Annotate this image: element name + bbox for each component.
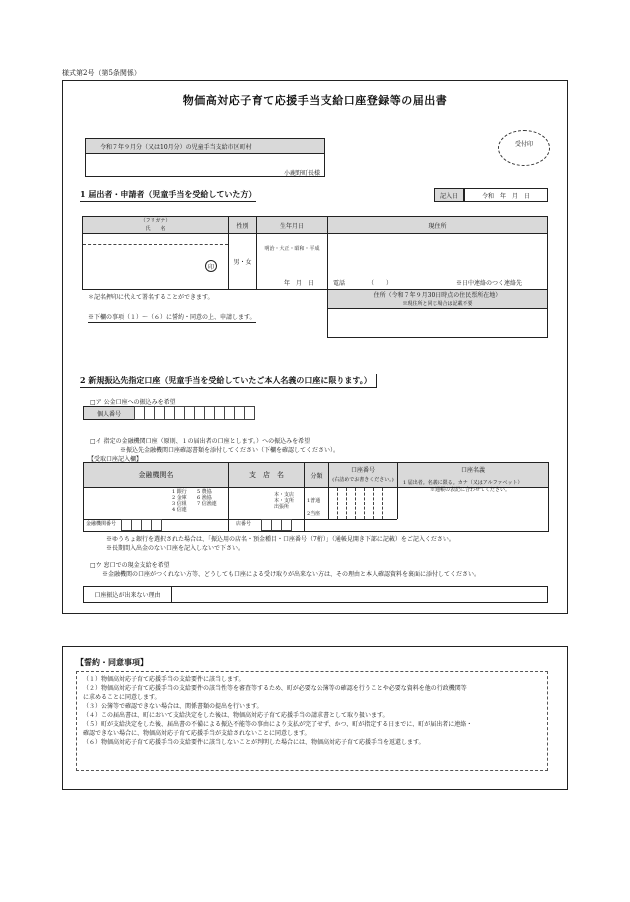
pledge-items [76, 671, 548, 771]
individual-number-boxes[interactable] [135, 406, 255, 420]
col-bank-name: 金融機関名 [138, 471, 174, 479]
holder-note-1: 1 届出者。名義に限る。カナ（又はアルファベット） [403, 480, 523, 486]
birthdate-label: 生年月日 [279, 222, 304, 230]
prior-address-input[interactable] [327, 308, 548, 338]
daytime-contact-note: ※日中連絡のつく連絡先 [456, 280, 523, 287]
pledge-item-2-cont: に求めることに同意します。 [83, 694, 161, 701]
branch-code-boxes[interactable] [262, 519, 292, 531]
bank-code-label: 金融機関番号 [86, 521, 117, 527]
option-i-checkbox[interactable]: □イ 指定の金融機関口座（原則、１の届出者の口座とします。）への振込みを希望 [90, 438, 311, 445]
phone-input[interactable]: （ ） [368, 280, 393, 287]
prior-address-label: 住所（令和７年９月30日時点の住民票所在地） [373, 292, 502, 299]
option-i-note: ※振込先金融機関口座確認書類を添付してください（下欄を確認してください）。 [120, 447, 340, 454]
furigana-input[interactable] [83, 234, 228, 244]
phone-label: 電話 [333, 280, 346, 287]
option-a-checkbox[interactable]: □ア 公金口座への振込みを希望 [90, 399, 176, 406]
pledge-item-4: （４）この届出書は、町において支給決定をした後は、物価高対応子育て応援手当の請求書として取り扱います。 [83, 712, 389, 719]
reason-label: 口座振込が出来ない理由 [83, 586, 172, 603]
name-label: 氏 名 [145, 226, 166, 232]
pledge-title: 【誓約・同意事項】 [76, 657, 148, 667]
era-options[interactable]: 明治・大正・昭和・平成 [264, 246, 320, 252]
branch-code-label: 店番号 [236, 521, 252, 527]
municipality-header: 令和７年９月分（又は10月分）の児童手当支給市区町村 [85, 138, 325, 154]
address-input[interactable] [328, 234, 547, 274]
individual-number-label: 個人番号 [83, 406, 135, 420]
seal-mark: 印 [205, 260, 217, 272]
entry-date-field[interactable]: 令和 年 月 日 [464, 188, 548, 202]
signature-note: ＊記名押印に代えて署名することができます。 [88, 294, 214, 301]
address-label: 現住所 [428, 222, 447, 230]
pledge-item-5-cont: 確認できない場合に、物価高対応子育て応援手当が支給されないことに同意します。 [83, 730, 311, 737]
col-account-holder: 口座名義 [460, 466, 485, 474]
col-branch-name: 支 店 名 [249, 471, 284, 479]
same-address-note: ※現住所と同じ場合は記載不要 [402, 300, 473, 307]
reason-input[interactable] [171, 586, 548, 603]
section1-title: 1 届出者・申請者（児童手当を受給していた方） [80, 189, 256, 202]
bank-type-options-1[interactable]: 1 銀行 2 金庫 3 信組 4 信連 [172, 489, 187, 513]
form-title: 物価高対応子育て応援手当支給口座登録等の届出書 [182, 94, 448, 107]
mayor-name: 小鹿野町長様 [283, 170, 320, 177]
municipality-box [85, 153, 325, 177]
bank-type-options-2[interactable]: 5 農協 6 漁協 7 信漁連 [197, 489, 217, 507]
option-u-checkbox[interactable]: □ウ 窓口での現金支給を希望 [90, 562, 170, 569]
pledge-item-5: （５）町が支給決定をした後、届出書の不備による振込不能等の事由により支払が完了せず、かつ、町が指定する日までに、町が届出者に連絡・ [83, 721, 473, 728]
entry-date-label: 記入日 [434, 188, 464, 202]
account-holder-input[interactable] [398, 496, 548, 531]
account-type-current[interactable]: 2当座 [307, 511, 321, 517]
gender-select[interactable]: 男・女 [233, 259, 252, 266]
section2-title: 2 新規振込先指定口座（児童手当を受給していたご本人名義の口座に限ります。） [80, 374, 377, 388]
account-type-normal[interactable]: 1普通 [307, 498, 321, 504]
account-number-input[interactable] [329, 488, 397, 519]
pledge-item-3: （３）公簿等で確認できない場合は、関係書類の提出を行います。 [83, 703, 263, 710]
col-account-number-note: (右詰めでお書きください。) [332, 477, 394, 483]
pledge-item-2: （２）物価高対応子育て応援手当の支給要件の該当性等を審査等するため、町が必要な公簿等の確認を行うことや必要な資料を他の行政機関等 [83, 685, 467, 692]
account-heading: 【受取口座記入欄】 [88, 456, 143, 463]
form-number: 様式第2号（第5条関係） [62, 69, 141, 77]
prior-address-header [327, 289, 548, 309]
col-account-number: 口座番号 [350, 466, 375, 474]
branch-type-options[interactable]: 本・支店 本・支所 出張所 [274, 492, 295, 510]
longterm-note: ※長期間入出金のない口座を記入しないで下さい。 [106, 545, 245, 552]
gender-label: 性別 [236, 222, 249, 230]
birthdate-input[interactable]: 年 月 日 [284, 280, 315, 287]
col-account-type: 分類 [310, 472, 323, 480]
pledge-consent-line: ※下欄の事項（１）～（６）に誓約・同意の上、申請します。 [88, 314, 256, 321]
yucho-note: ※ゆうちょ銀行を選択された場合は、「振込用の店名・預金種目・口座番号（7桁）」（通帳見開き下部に記載）をご記入ください。 [106, 536, 455, 543]
reception-stamp-area [498, 130, 550, 166]
furigana-label: （フリガナ） [140, 218, 171, 224]
bank-code-boxes[interactable] [122, 519, 162, 531]
holder-note-2: ※通帳の表記に合わせてください。 [430, 487, 511, 493]
pledge-item-6: （６）物価高対応子育て応援手当の支給要件に該当しないことが判明した場合には、物価高対応子育て応援手当を返還します。 [83, 739, 425, 746]
stamp-label: 受付印 [514, 141, 533, 148]
option-u-note: ※金融機関の口座がつくれない方等、どうしても口座による受け取りが出来ない方は、その理由と本人確認資料を裏面に添付してください。 [102, 571, 481, 578]
pledge-item-1: （１）物価高対応子育て応援手当の支給要件に該当します。 [83, 676, 245, 683]
